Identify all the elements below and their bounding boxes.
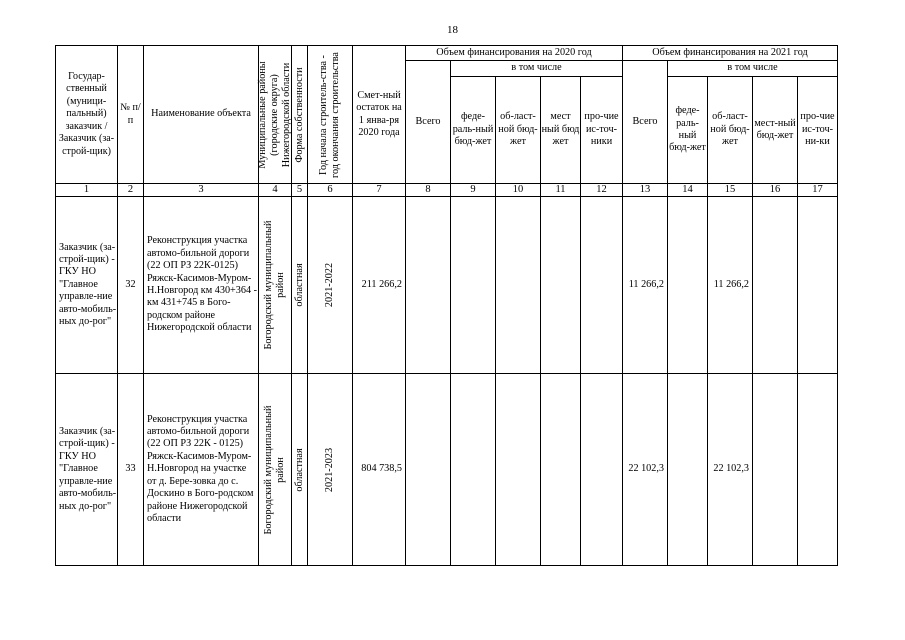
cell-oth-2020 xyxy=(581,374,623,566)
header-oth-2021: про-чие ис-точ-ни-ки xyxy=(798,77,838,184)
cell-fed-2021 xyxy=(668,197,708,374)
header-oth-2020: про-чие ис-точ-ники xyxy=(581,77,623,184)
row-customer: Заказчик (за-строй-щик) - ГКУ НО "Главное управле-ние авто-мобиль-ных до-рог" xyxy=(56,374,118,566)
col-number: 16 xyxy=(753,184,798,197)
col-number: 15 xyxy=(708,184,753,197)
cell-total-2020 xyxy=(406,197,451,374)
row-years: 2021-2023 xyxy=(324,447,335,492)
col-number: 1 xyxy=(56,184,118,197)
cell-loc-2021 xyxy=(753,374,798,566)
row-district: Богородский муниципальный район xyxy=(263,220,286,350)
financing-table xyxy=(55,45,838,566)
cell-loc-2020 xyxy=(541,197,581,374)
header-loc-2020: мест ный бюд жет xyxy=(541,77,581,184)
header-years: Год начала строитель-ства - год окончания строительства xyxy=(318,51,341,178)
page-number: 18 xyxy=(447,24,458,36)
col-number: 5 xyxy=(292,184,308,197)
header-fed-2021: феде-раль-ный бюд-жет xyxy=(668,77,708,184)
col-number: 7 xyxy=(353,184,406,197)
header-reg-2020: об-ласт-ной бюд-жет xyxy=(496,77,541,184)
cell-fed-2020 xyxy=(451,374,496,566)
cell-oth-2021 xyxy=(798,374,838,566)
row-ownership: областная xyxy=(293,447,305,492)
col-number: 17 xyxy=(798,184,838,197)
col-number: 12 xyxy=(581,184,623,197)
cell-fed-2021 xyxy=(668,374,708,566)
row-years: 2021-2022 xyxy=(324,262,335,308)
col-number: 14 xyxy=(668,184,708,197)
row-total-2021: 11 266,2 xyxy=(623,197,668,374)
row-object-name: Реконструкция участка автомо-бильной дороги (22 ОП РЗ 22К - 0125) Ряжск-Касимов-Муром-Н.Новгород на участке от д. Бере-зовка до с. Доскино в Бого-родском районе Нижегородской области xyxy=(144,374,259,566)
cell-oth-2021 xyxy=(798,197,838,374)
header-num: № п/п xyxy=(118,46,144,184)
row-total-2021: 22 102,3 xyxy=(623,374,668,566)
header-reg-2021: об-ласт-ной бюд-жет xyxy=(708,77,753,184)
col-number: 9 xyxy=(451,184,496,197)
col-number: 8 xyxy=(406,184,451,197)
table-row xyxy=(56,197,838,374)
header-incl-2020: в том числе xyxy=(451,61,623,77)
header-2021: Объем финансирования на 2021 год xyxy=(623,46,838,61)
header-fed-2020: феде-раль-ный бюд-жет xyxy=(451,77,496,184)
header-ownership: Форма собственности xyxy=(293,66,305,163)
header-total-2020: Всего xyxy=(406,61,451,184)
col-number: 6 xyxy=(308,184,353,197)
header-2020: Объем финансирования на 2020 год xyxy=(406,46,623,61)
row-remainder: 211 266,2 xyxy=(353,197,406,374)
col-number: 3 xyxy=(144,184,259,197)
cell-reg-2020 xyxy=(496,197,541,374)
cell-oth-2020 xyxy=(581,197,623,374)
row-reg-2021: 11 266,2 xyxy=(708,197,753,374)
cell-fed-2020 xyxy=(451,197,496,374)
row-customer: Заказчик (за-строй-щик) - ГКУ НО "Главное управле-ние авто-мобиль-ных до-рог" xyxy=(56,197,118,374)
header-object-name: Наименование объекта xyxy=(144,46,259,184)
header-total-2021: Всего xyxy=(623,61,668,184)
row-reg-2021: 22 102,3 xyxy=(708,374,753,566)
row-num: 33 xyxy=(118,374,144,566)
cell-reg-2020 xyxy=(496,374,541,566)
row-num: 32 xyxy=(118,197,144,374)
row-object-name: Реконструкция участка автомо-бильной дороги (22 ОП РЗ 22К-0125) Ряжск-Касимов-Муром-Н.Новгород км 430+364 - км 431+745 в Бого-родском районе Нижегородской области xyxy=(144,197,259,374)
col-number: 10 xyxy=(496,184,541,197)
col-number: 11 xyxy=(541,184,581,197)
row-district: Богородский муниципальный район xyxy=(263,405,286,534)
col-number: 2 xyxy=(118,184,144,197)
header-district: Муниципальные районы (городские округа) Нижегородской области xyxy=(257,60,292,169)
table-row xyxy=(56,374,838,566)
cell-total-2020 xyxy=(406,374,451,566)
col-number: 4 xyxy=(259,184,292,197)
col-number: 13 xyxy=(623,184,668,197)
row-ownership: областная xyxy=(293,263,305,307)
header-remainder: Смет-ный остаток на 1 янва-ря 2020 года xyxy=(353,46,406,184)
header-incl-2021: в том числе xyxy=(668,61,838,77)
cell-loc-2021 xyxy=(753,197,798,374)
header-customer: Государ-ственный (муници-пальный) заказчик /Заказчик (за-строй-щик) xyxy=(56,46,118,184)
header-loc-2021: мест-ный бюд-жет xyxy=(753,77,798,184)
cell-loc-2020 xyxy=(541,374,581,566)
row-remainder: 804 738,5 xyxy=(353,374,406,566)
